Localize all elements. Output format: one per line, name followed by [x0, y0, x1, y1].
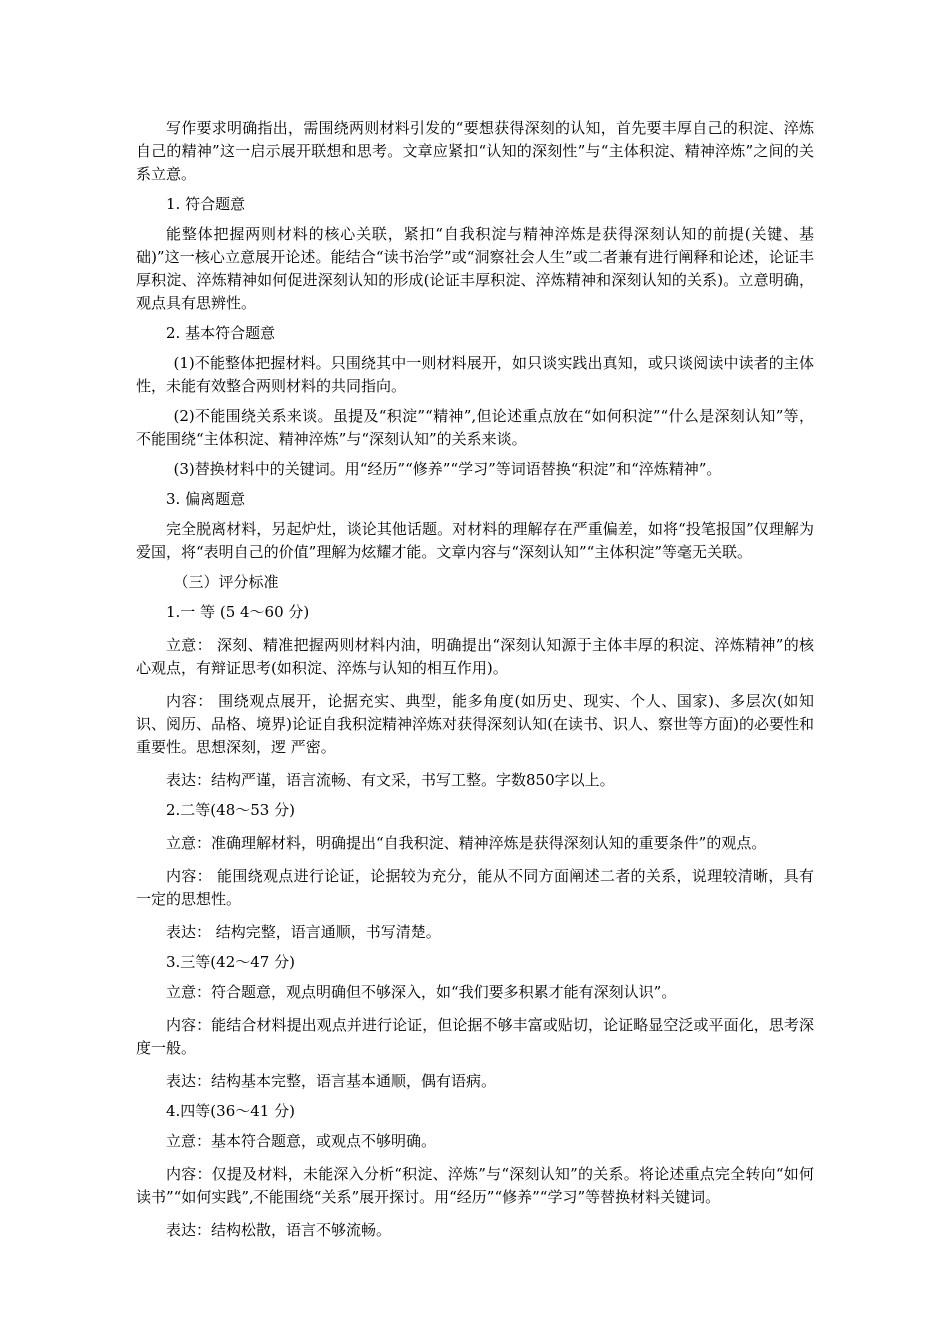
grade-heading-second: 2.二等(48～53 分): [166, 801, 295, 819]
section-heading-off-topic: 3. 偏离题意: [166, 490, 246, 508]
grade-criterion: 内容：仅提及材料，未能深入分析“积淀、淬炼”与“深刻认知”的关系。将论述重点完全转向“如何读书”“如何实践”,不能围绕“关系”展开探讨。用“经历”“修养”“学习”等替换材料关键词。: [136, 1165, 814, 1206]
grade-criterion: 立意：准确理解材料，明确提出“自我积淀、精神淬炼是获得深刻认知的重要条件”的观点。: [166, 834, 767, 852]
section-heading-fits-topic: 1. 符合题意: [166, 195, 246, 213]
section-heading-scoring-standards: （三）评分标准: [173, 573, 279, 591]
grade-heading-third: 3.三等(42～47 分): [166, 953, 295, 971]
grade-criterion: 内容：能结合材料提出观点并进行论证，但论据不够丰富或贴切，论证略显空泛或平面化，思考深度一般。: [136, 1016, 814, 1057]
paragraph: 完全脱离材料，另起炉灶，谈论其他话题。对材料的理解存在严重偏差，如将“投笔报国”仅理解为爱国，将“表明自己的价值”理解为炫耀才能。文章内容与“深刻认知”“主体积淀”等毫无关联。: [136, 520, 814, 561]
list-item: (2)不能围绕关系来谈。虽提及“积淀”“精神”,但论述重点放在“如何积淀”“什么是深刻认知”等，不能围绕“主体积淀、精神淬炼”与“深刻认知”的关系来谈。: [136, 407, 814, 448]
grade-criterion: 表达： 结构完整，语言通顺，书写清楚。: [166, 923, 441, 941]
grade-criterion: 内容： 能围绕观点进行论证，论据较为充分，能从不同方面阐述二者的关系，说理较清晰，具有一定的思想性。: [136, 867, 814, 908]
grade-criterion: 立意：符合题意，观点明确但不够深入，如“我们要多积累才能有深刻认识”。: [166, 983, 677, 1001]
grade-criterion: 表达：结构基本完整，语言基本通顺，偶有语病。: [166, 1072, 497, 1090]
intro-paragraph: 写作要求明确指出，需围绕两则材料引发的“要想获得深刻的认知，首先要丰厚自己的积淀、淬炼自己的精神”这一启示展开联想和思考。文章应紧扣“认知的深刻性”与“主体积淀、精神淬炼”之间的关系立意。: [136, 119, 814, 183]
paragraph: 能整体把握两则材料的核心关联，紧扣“自我积淀与精神淬炼是获得深刻认知的前提(关键、基础)”这一核心立意展开论述。能结合“读书治学”或“洞察社会人生”或二者兼有进行阐释和论述，论证丰厚积淀、淬炼精神如何促进深刻认知的形成(论证丰厚积淀、淬炼精神和深刻认知的关系)。立意明确，观点具有思辨性。: [136, 225, 814, 312]
grade-criterion: 立意：基本符合题意，或观点不够明确。: [166, 1132, 437, 1150]
list-item: (3)替换材料中的关键词。用“经历”“修养”“学习”等词语替换“积淀”和“淬炼精神”。: [173, 460, 722, 478]
section-heading-basically-fits: 2. 基本符合题意: [166, 324, 276, 342]
grade-heading-fourth: 4.四等(36～41 分): [166, 1102, 295, 1120]
grade-heading-first: 1.一 等 (5 4～60 分): [166, 603, 310, 621]
grade-criterion: 内容： 围绕观点展开，论据充实、典型，能多角度(如历史、现实、个人、国家)、多层次(如知识、阅历、品格、境界)论证自我积淀精神淬炼对获得深刻认知(在读书、识人、察世等方面)的必要性和重要性。思想深刻，逻 严密。: [136, 692, 814, 756]
grade-criterion: 立意： 深刻、精准把握两则材料内油，明确提出“深刻认知源于主体丰厚的积淀、淬炼精神”的核心观点，有辩证思考(如积淀、淬炼与认知的相互作用)。: [136, 636, 814, 677]
list-item: (1)不能整体把握材料。只围绕其中一则材料展开，如只谈实践出真知，或只谈阅读中读者的主体性，未能有效整合两则材料的共同指向。: [136, 354, 814, 395]
grade-criterion: 表达：结构严谨，语言流畅、有文采，书写工整。字数850字以上。: [166, 771, 615, 789]
grade-criterion: 表达：结构松散，语言不够流畅。: [166, 1221, 392, 1239]
